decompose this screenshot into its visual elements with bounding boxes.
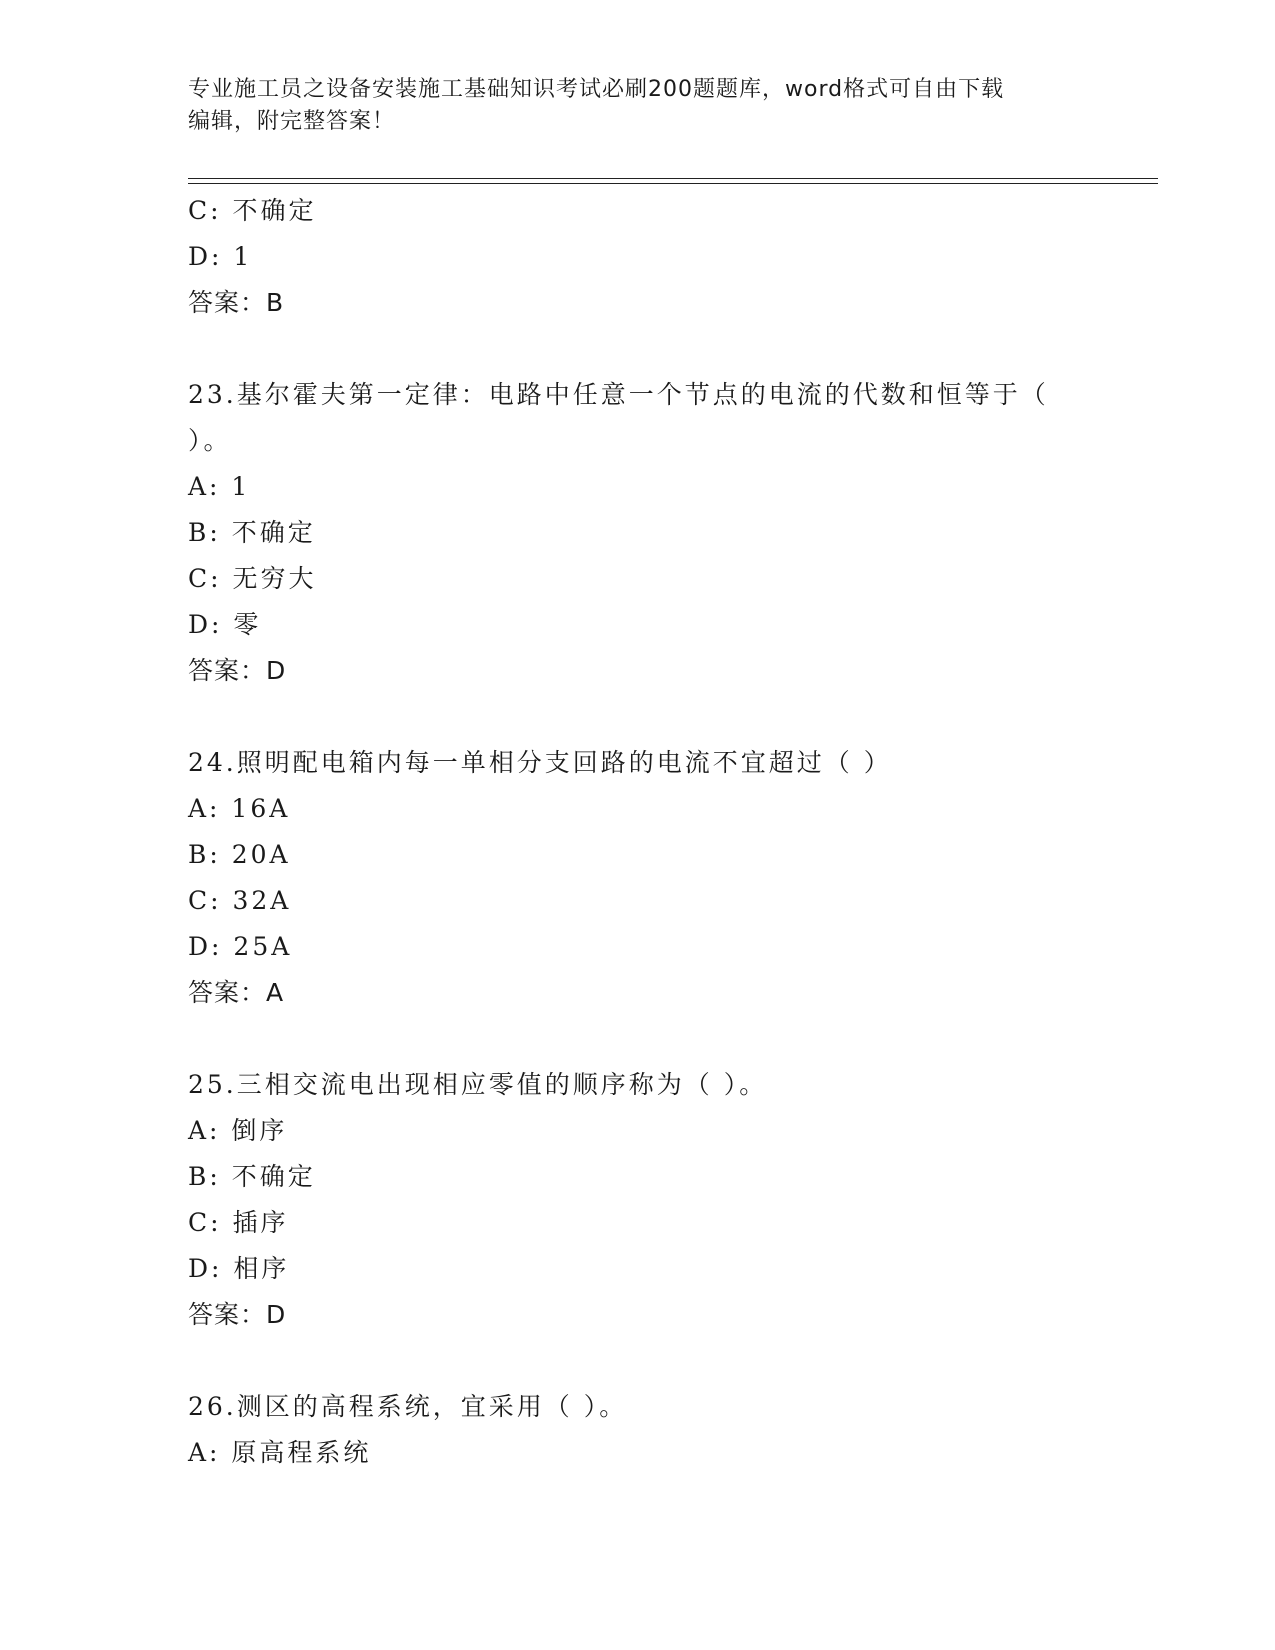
question-text: 26.测区的高程系统，宜采用（ ）。 xyxy=(188,1392,628,1421)
question-26 xyxy=(188,1384,1088,1476)
option-c: C: 32A xyxy=(188,886,292,915)
header-line-2: 编辑，附完整答案！ xyxy=(188,109,396,134)
answer-line: 答案：B xyxy=(188,288,285,317)
question-spacer xyxy=(188,326,1088,372)
question-24 xyxy=(188,740,1088,1016)
question-content xyxy=(188,188,1088,1476)
answer-line: 答案：D xyxy=(188,1300,287,1329)
option-c: C: 插序 xyxy=(188,1208,289,1237)
question-25 xyxy=(188,1062,1088,1338)
option-a: A: 原高程系统 xyxy=(188,1438,372,1467)
question-text: 25.三相交流电出现相应零值的顺序称为（ ）。 xyxy=(188,1070,768,1099)
answer-line: 答案：D xyxy=(188,656,287,685)
question-text: 23.基尔霍夫第一定律：电路中任意一个节点的电流的代数和恒等于（ xyxy=(188,380,1049,409)
option-d: D: 25A xyxy=(188,932,293,961)
question-22-tail xyxy=(188,188,1088,326)
option-a: A: 1 xyxy=(188,472,251,501)
question-spacer xyxy=(188,1016,1088,1062)
option-b: B: 不确定 xyxy=(188,1162,316,1191)
question-text-continued: ）。 xyxy=(188,426,232,455)
option-b: B: 20A xyxy=(188,840,291,869)
question-23 xyxy=(188,372,1088,694)
answer-line: 答案：A xyxy=(188,978,285,1007)
option-d: D: 相序 xyxy=(188,1254,290,1283)
document-header xyxy=(188,74,1088,138)
header-divider-bottom xyxy=(188,183,1158,184)
option-c: C: 无穷大 xyxy=(188,564,317,593)
option-a: A: 倒序 xyxy=(188,1116,288,1145)
question-spacer xyxy=(188,694,1088,740)
question-spacer xyxy=(188,1338,1088,1384)
option-b: B: 不确定 xyxy=(188,518,316,547)
option-d: D: 1 xyxy=(188,242,253,271)
option-a: A: 16A xyxy=(188,794,291,823)
header-line-1: 专业施工员之设备安装施工基础知识考试必刷200题题库，word格式可自由下载 xyxy=(188,77,1005,102)
header-divider-top xyxy=(188,178,1158,179)
option-d: D: 零 xyxy=(188,610,262,639)
question-text: 24.照明配电箱内每一单相分支回路的电流不宜超过（ ） xyxy=(188,748,892,777)
option-c: C: 不确定 xyxy=(188,196,317,225)
